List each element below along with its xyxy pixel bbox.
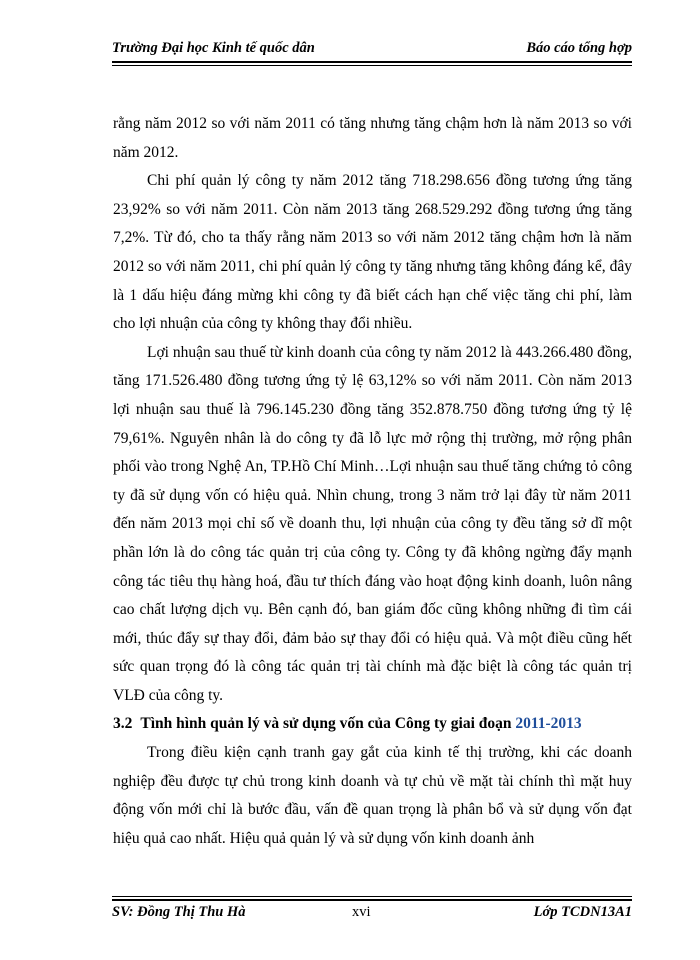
page-number: xvi [352, 904, 371, 920]
header-rule-thin [112, 65, 632, 66]
header-rule [112, 61, 632, 63]
paragraph-profit: Lợi nhuận sau thuế từ kinh doanh của công ty năm 2012 là 443.266.480 đồng, tăng 171.526.480 đồng tương ứng tỷ lệ 63,12% so với năm 2011. Còn năm 2013 lợi nhuận sau thuế là 796.145.230 đồng tăng 352.878.750 đồng tương ứng tỷ lệ 79,61%. Nguyên nhân là do công ty đã lỗ lực mở rộng thị trường, mở rộng phân phối vào trong Nghệ An, TP.Hồ Chí Minh…Lợi nhuận sau thuế tăng chứng tỏ công ty đã sử dụng vốn có hiệu quả. Nhìn chung, trong 3 năm trở lại đây từ năm 2011 đến năm 2013 mọi chỉ số về doanh thu, lợi nhuận của công ty đều tăng sở dĩ một phần lớn là do công tác quản trị của công ty. Công ty đã không ngừng đẩy mạnh công tác tiêu thụ hàng hoá, đầu tư thích đáng vào hoạt động kinh doanh, luôn nâng cao chất lượng dịch vụ. Bên cạnh đó, ban giám đốc cũng không những đi tìm cái mới, thúc đẩy sự thay đổi, đảm bảo sự thay đổi có hiệu quả. Và một điều cũng hết sức quan trọng đó là công tác quản trị tài chính mà đặc biệt là công tác quản trị VLĐ của công ty. [113, 343, 632, 704]
footer-student: SV: Đồng Thị Thu Hà [112, 904, 246, 920]
section-years: 2011-2013 [515, 715, 582, 733]
page-header [112, 38, 632, 60]
footer-rule [112, 899, 632, 901]
paragraph-capital: Trong điều kiện cạnh tranh gay gắt của kinh tế thị trường, khi các doanh nghiệp đều được tự chủ trong kinh doanh và tự chủ về mặt tài chính thì mặt huy động vốn mới chỉ là bước đầu, vấn đề quan trọng là phân bổ và sử dụng vốn đạt hiệu quả cao nhất. Hiệu quả quản lý và sử dụng vốn kinh doanh ảnh [113, 744, 632, 847]
page-footer [112, 902, 632, 924]
paragraph-continuation: rằng năm 2012 so với năm 2011 có tăng nhưng tăng chậm hơn là năm 2013 so với năm 2012. [113, 115, 632, 161]
section-heading [113, 710, 632, 739]
footer-class: Lớp TCDN13A1 [533, 904, 632, 920]
header-school: Trường Đại học Kinh tế quốc dân [112, 40, 315, 56]
section-number: 3.2 [113, 715, 133, 733]
paragraph-management-cost: Chi phí quản lý công ty năm 2012 tăng 718.298.656 đồng tương ứng tăng 23,92% so với năm 2011. Còn năm 2013 tăng 268.529.292 đồng tương ứng tăng 7,2%. Từ đó, cho ta thấy rằng năm 2013 so với năm 2012 tăng chậm hơn là năm 2012 so với năm 2011, chi phí quản lý công ty tăng nhưng tăng không đáng kể, đây là 1 dấu hiệu đáng mừng khi công ty đã biết cách hạn chế việc tăng chi phí, làm cho lợi nhuận của công ty không thay đổi nhiều. [113, 172, 632, 333]
section-title: Tình hình quản lý và sử dụng vốn của Công ty giai đoạn [140, 715, 516, 733]
header-report-title: Báo cáo tổng hợp [526, 40, 632, 56]
footer-rule-thin [112, 896, 632, 897]
document-body [113, 110, 632, 853]
